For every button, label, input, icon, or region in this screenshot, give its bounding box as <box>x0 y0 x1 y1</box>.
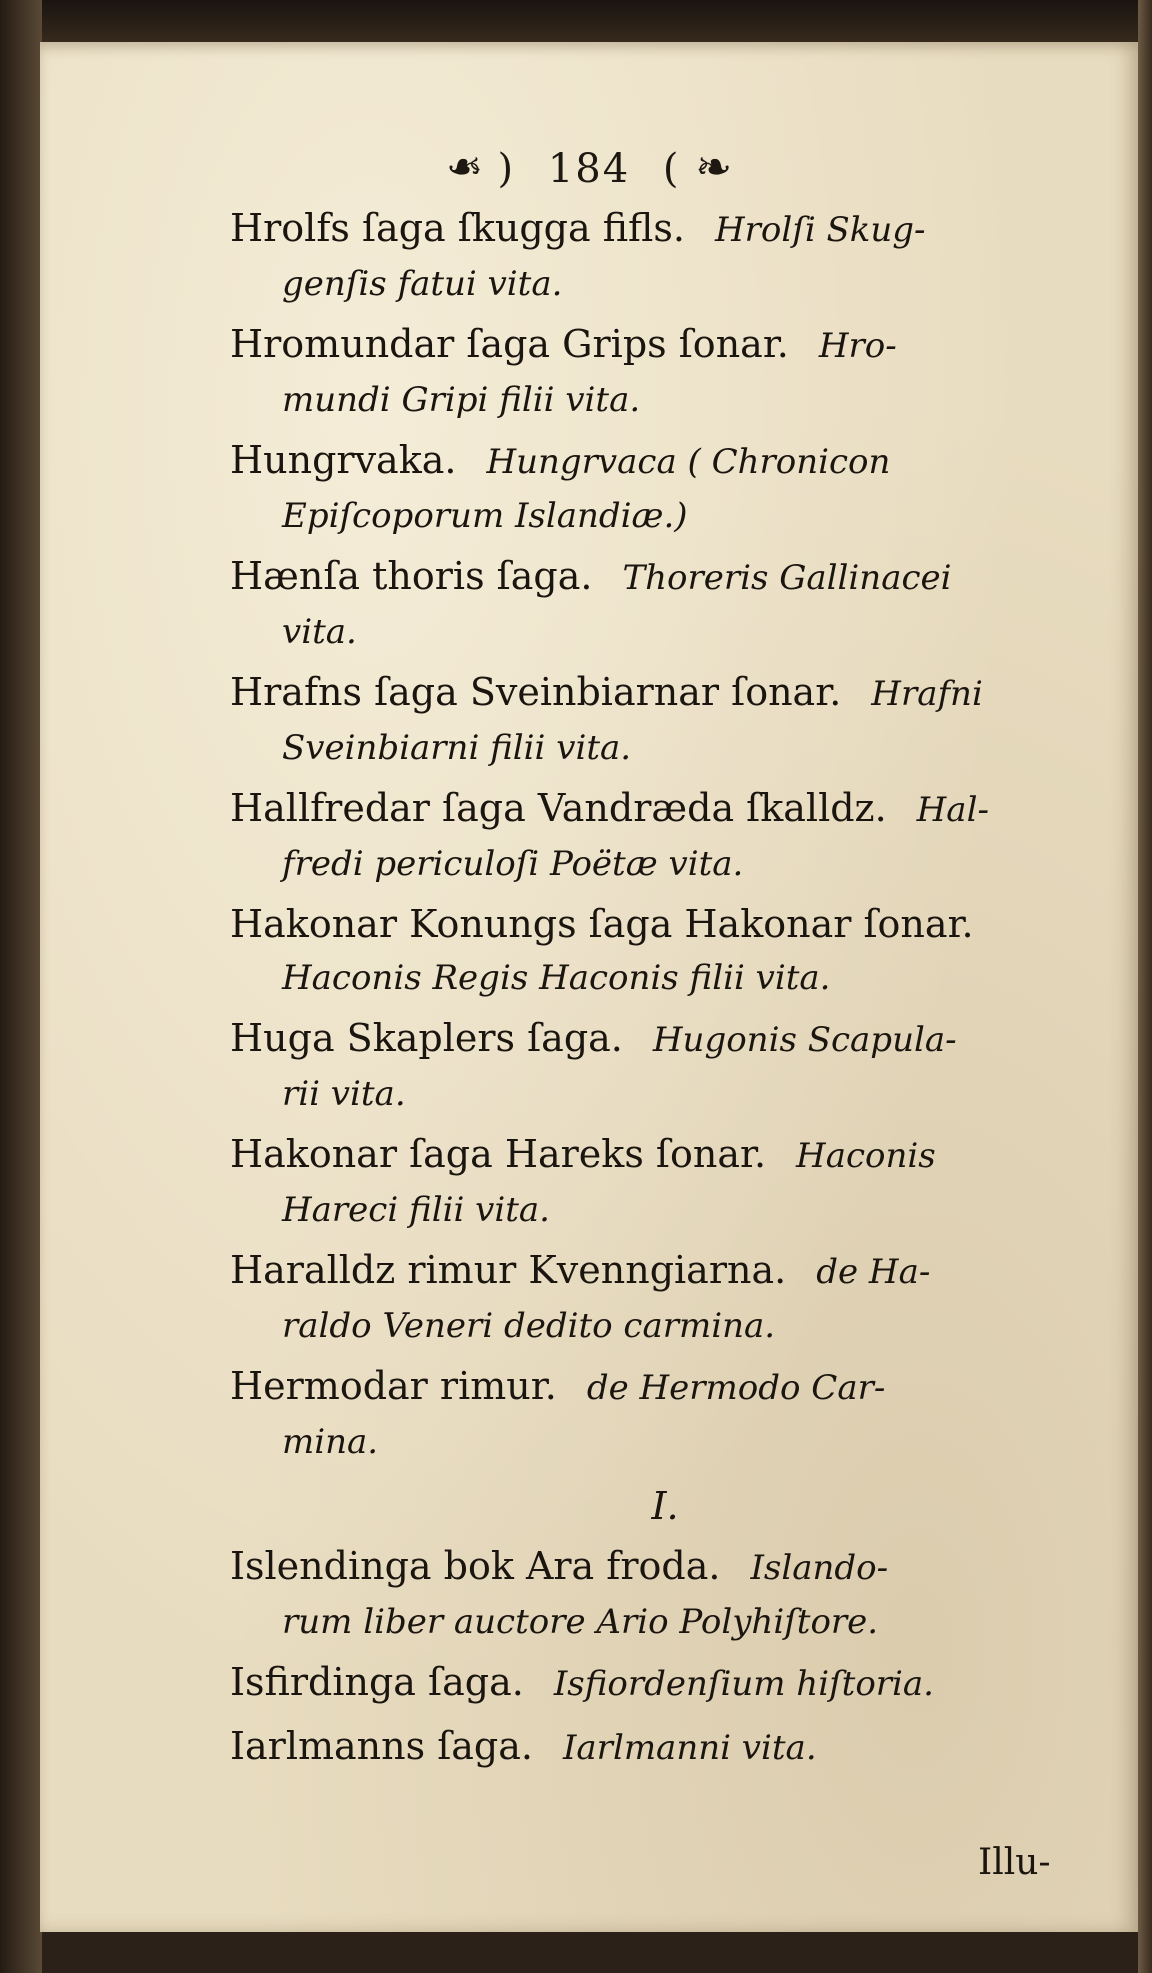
old-norse-title: Huga Skaplers ſaga. <box>230 1016 623 1060</box>
old-norse-title: Hrafns ſaga Sveinbiarnar ſonar. <box>230 670 842 714</box>
fleuron-right-icon: ❧ <box>695 142 735 193</box>
latin-continuation: genſis fatui vita. <box>282 264 563 304</box>
list-item <box>230 1010 1060 1120</box>
list-item <box>230 780 1060 890</box>
old-norse-title: Hromundar ſaga Grips ſonar. <box>230 322 789 366</box>
paren-right: ( <box>662 146 681 192</box>
list-item <box>230 1126 1060 1236</box>
list-item <box>230 1538 1060 1648</box>
page-number: 184 <box>547 146 631 192</box>
book-gutter <box>0 0 42 1973</box>
latin-title: de Ha- <box>816 1252 931 1292</box>
latin-title: Hrafni <box>871 674 983 714</box>
old-norse-title: Hermodar rimur. <box>230 1364 557 1408</box>
latin-continuation: rii vita. <box>282 1074 406 1114</box>
latin-continuation: fredi periculoſi Poëtæ vita. <box>282 844 744 884</box>
latin-continuation: rum liber auctore Ario Polyhiſtore. <box>282 1602 879 1642</box>
old-norse-title: Hrolfs ſaga ſkugga fifls. <box>230 206 685 250</box>
old-norse-title: Islendinga bok Ara froda. <box>230 1544 721 1588</box>
latin-title: Iarlmanni vita. <box>562 1728 817 1768</box>
list-item <box>230 664 1060 774</box>
list-item <box>230 432 1060 542</box>
latin-continuation: Haconis Regis Haconis filii vita. <box>282 958 831 998</box>
old-norse-title: Hakonar ſaga Hareks ſonar. <box>230 1132 767 1176</box>
book-top-edge <box>0 0 1152 48</box>
list-item <box>230 1654 1060 1712</box>
latin-title: Hugonis Scapula- <box>652 1020 957 1060</box>
latin-title: de Hermodo Car- <box>586 1368 886 1408</box>
latin-title: Thoreris Gallinacei <box>622 558 952 598</box>
old-norse-title: Haralldz rimur Kvenngiarna. <box>230 1248 787 1292</box>
old-norse-title: Hakonar Konungs ſaga Hakonar ſonar. <box>230 902 974 946</box>
list-item <box>230 1358 1060 1468</box>
old-norse-title: Hallfredar ſaga Vandræda ſkalldz. <box>230 786 887 830</box>
fleuron-left-icon: ❧ <box>443 142 483 193</box>
latin-title: Islando- <box>750 1548 889 1588</box>
latin-continuation: raldo Veneri dedito carmina. <box>282 1306 776 1346</box>
page-edge <box>1138 0 1152 1973</box>
list-item <box>230 200 1060 310</box>
catchword: Illu- <box>978 1842 1051 1883</box>
list-item <box>230 548 1060 658</box>
old-norse-title: Hungrvaka. <box>230 438 457 482</box>
latin-title: Hrolſi Skug- <box>714 210 926 250</box>
latin-title: Hro- <box>818 326 897 366</box>
latin-title: Hungrvaca ( Chronicon <box>486 442 891 482</box>
latin-title: Haconis <box>796 1136 936 1176</box>
latin-continuation: Epiſcoporum Islandiæ.) <box>282 496 688 536</box>
old-norse-title: Hænſa thoris ſaga. <box>230 554 593 598</box>
latin-title: Hal- <box>916 790 989 830</box>
latin-continuation: Sveinbiarni filii vita. <box>282 728 632 768</box>
old-norse-title: Iarlmanns ſaga. <box>230 1724 533 1768</box>
page-header <box>40 142 1138 193</box>
list-item <box>230 1718 1060 1776</box>
list-item <box>230 316 1060 426</box>
list-item <box>230 896 1060 1004</box>
latin-continuation: mina. <box>282 1422 379 1462</box>
latin-continuation: mundi Gripi filii vita. <box>282 380 641 420</box>
paren-left: ) <box>497 146 516 192</box>
latin-continuation: vita. <box>282 612 357 652</box>
entry-list <box>230 200 1060 1782</box>
old-norse-title: Isfirdinga ſaga. <box>230 1660 524 1704</box>
list-item <box>230 1242 1060 1352</box>
section-letter-heading: I. <box>651 1484 679 1528</box>
latin-continuation: Hareci filii vita. <box>282 1190 550 1230</box>
latin-title: Isfiordenſium hiſtoria. <box>553 1664 934 1704</box>
